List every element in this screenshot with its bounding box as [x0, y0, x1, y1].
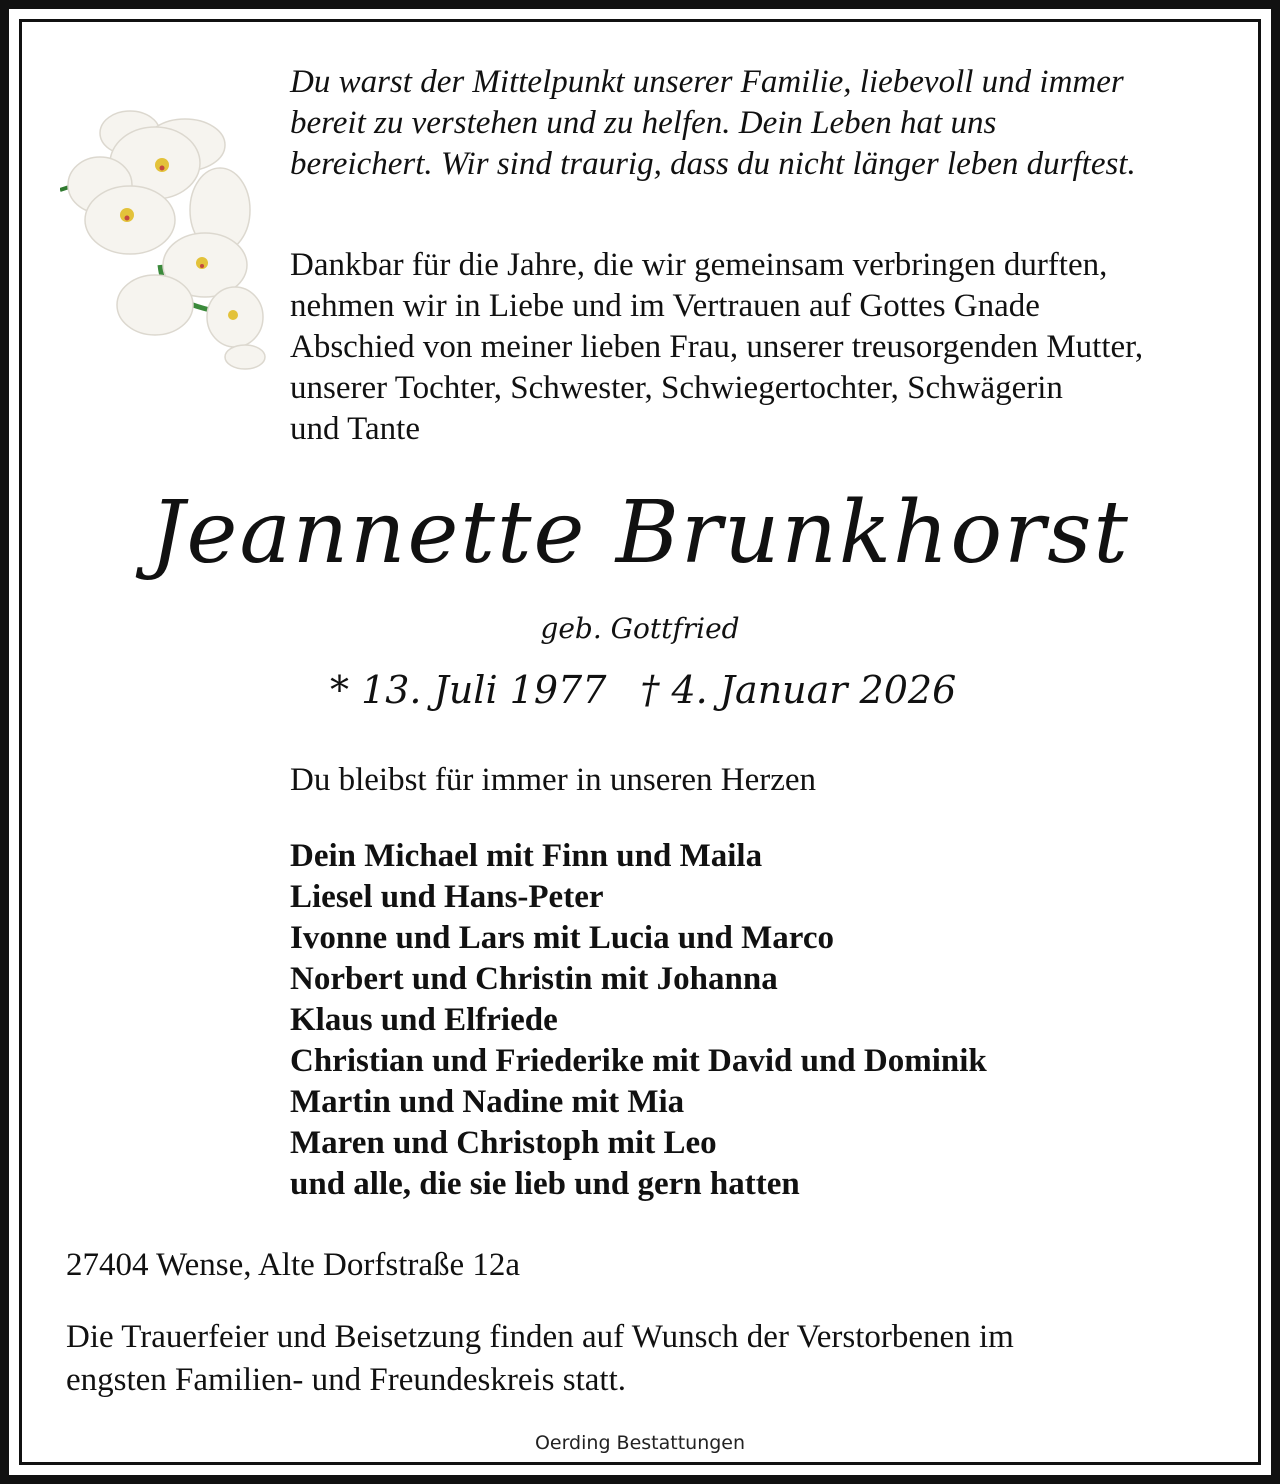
white-orchid-icon	[60, 95, 275, 370]
mourner-line: und alle, die sie lieb und gern hatten	[290, 1166, 800, 1202]
mourner-line: Ivonne und Lars mit Lucia und Marco	[290, 920, 834, 956]
mourner-line: Dein Michael mit Finn und Maila	[290, 838, 763, 874]
notice-line: Die Trauerfeier und Beisetzung finden auf Wunsch der Verstorbenen im	[66, 1319, 1014, 1355]
remembrance-line: Du bleibst für immer in unseren Herzen	[290, 762, 817, 798]
poem-line: bereit zu verstehen und zu helfen. Dein Leben hat uns	[290, 105, 997, 141]
intro-line: Abschied von meiner lieben Frau, unserer treusorgenden Mutter,	[290, 329, 1144, 365]
undertaker-credit: Oerding Bestattungen	[534, 1432, 746, 1454]
notice-line: engsten Familien- und Freundeskreis statt.	[66, 1362, 626, 1398]
mourner-line: Christian und Friederike mit David und Dominik	[290, 1043, 987, 1079]
death-date: † 4. Januar 2026	[640, 668, 957, 712]
intro-line: nehmen wir in Liebe und im Vertrauen auf Gottes Gnade	[290, 288, 1040, 324]
mourner-line: Liesel und Hans-Peter	[290, 879, 604, 915]
intro-line: unserer Tochter, Schwester, Schwiegertochter, Schwägerin	[290, 370, 1063, 406]
mourners-list	[290, 836, 987, 1205]
intro-line: Dankbar für die Jahre, die wir gemeinsam verbringen durften,	[290, 247, 1108, 283]
poem	[290, 62, 1250, 185]
mourner-line: Norbert und Christin mit Johanna	[290, 961, 778, 997]
birth-date: * 13. Juli 1977	[330, 668, 607, 712]
ceremony-notice	[66, 1316, 1206, 1402]
poem-line: Du warst der Mittelpunkt unserer Familie, liebevoll und immer	[290, 64, 1124, 100]
born-name: geb. Gottfried	[540, 612, 740, 645]
poem-line: bereichert. Wir sind traurig, dass du nicht länger leben durftest.	[290, 146, 1136, 182]
life-dates	[330, 668, 1030, 712]
mourner-line: Klaus und Elfriede	[290, 1002, 558, 1038]
deceased-name: Jeannette Brunkhorst	[150, 483, 1130, 583]
mourner-line: Maren und Christoph mit Leo	[290, 1125, 717, 1161]
address: 27404 Wense, Alte Dorfstraße 12a	[66, 1247, 521, 1283]
intro-line: und Tante	[290, 411, 420, 447]
intro-text	[290, 245, 1250, 450]
mourner-line: Martin und Nadine mit Mia	[290, 1084, 685, 1120]
